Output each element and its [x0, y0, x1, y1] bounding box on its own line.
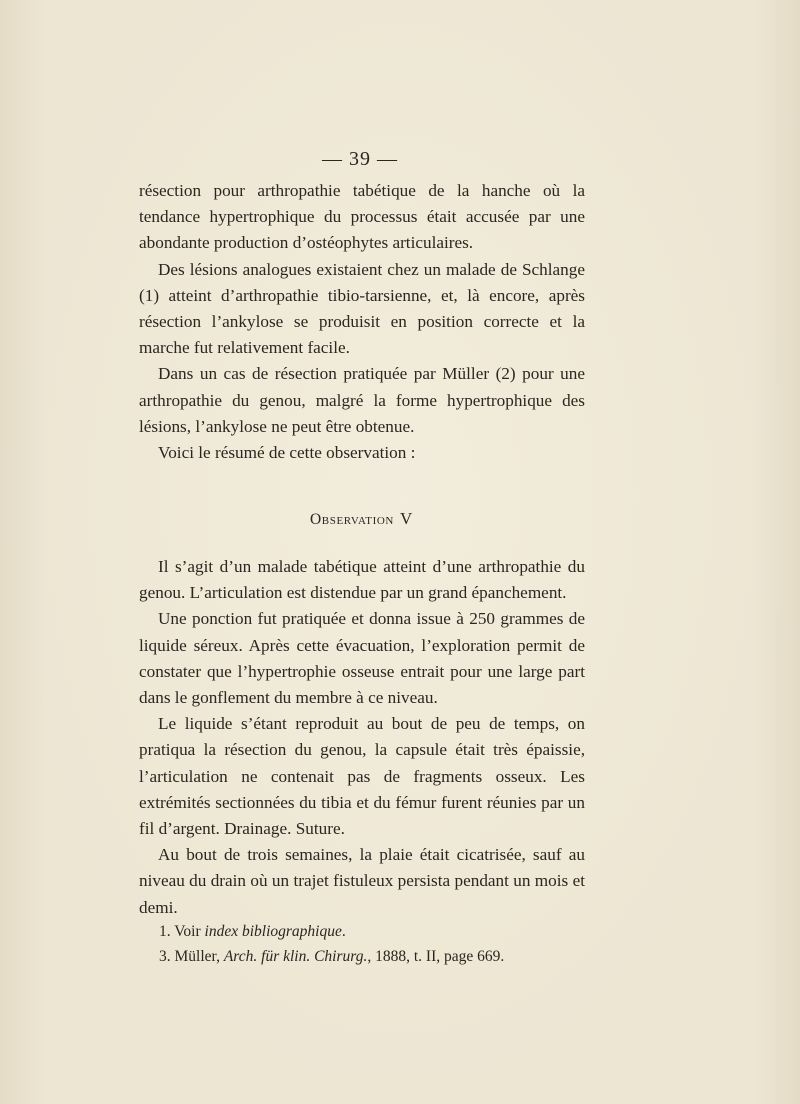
- observation-number: V: [399, 509, 413, 528]
- observation-label: Observation: [310, 511, 394, 528]
- footnote-text: , 1888, t. II, page 669.: [367, 948, 505, 965]
- text-block-top: [139, 178, 585, 466]
- paragraph: Dans un cas de résection pratiquée par Müller (2) pour une arthropathie du genou, malgré la forme hypertrophique des lésions, l’ankylose ne peut être obtenue.: [139, 364, 585, 436]
- footnote-1: [159, 919, 589, 944]
- footnote-2: [159, 944, 589, 969]
- footnote-italic: index bibliographique: [204, 923, 342, 940]
- page-number: — 39 —: [322, 148, 398, 170]
- footnote-text: 3. Müller,: [159, 948, 224, 965]
- paragraph: Voici le résumé de cette observation :: [158, 443, 416, 463]
- footnote-text: .: [341, 923, 346, 940]
- footnote-text: 1. Voir: [159, 923, 205, 940]
- paragraph: Une ponction fut pratiquée et donna issue à 250 grammes de liquide séreux. Après cette évacuation, l’exploration permit de constater que l’hypertrophie osseuse entrait pour une large part dans le gonflement du membre à ce niveau.: [139, 609, 585, 708]
- paragraph: Au bout de trois semaines, la plaie était cicatrisée, sauf au niveau du drain où un trajet fistuleux persista pendant un mois et demi.: [139, 845, 585, 917]
- footnote-italic: Arch. für klin. Chirurg.: [223, 948, 368, 965]
- paragraph: résection pour arthropathie tabétique de la hanche où la tendance hypertrophique du processus était accusée par une abondante production d’ostéophytes articulaires.: [139, 181, 585, 253]
- paragraph: Il s’agit d’un malade tabétique atteint d’une arthropathie du genou. L’articulation est distendue par un grand épanchement.: [139, 557, 585, 603]
- observation-heading: [310, 509, 413, 529]
- paragraph: Des lésions analogues existaient chez un malade de Schlange (1) atteint d’arthropathie tibio-tarsienne, et, là encore, après résection l’ankylose se produisit en position correcte et la marche fut relativement facile.: [139, 259, 585, 358]
- text-block-observation: [139, 554, 585, 921]
- footnotes: [159, 919, 589, 969]
- paragraph: Le liquide s’étant reproduit au bout de peu de temps, on pratiqua la résection du genou, la capsule était très épaissie, l’articulation ne contenait pas de fragments osseux. Les extrémités sectionnées du tibia et du fémur furent réunies par un fil d’argent. Drainage. Suture.: [139, 714, 585, 839]
